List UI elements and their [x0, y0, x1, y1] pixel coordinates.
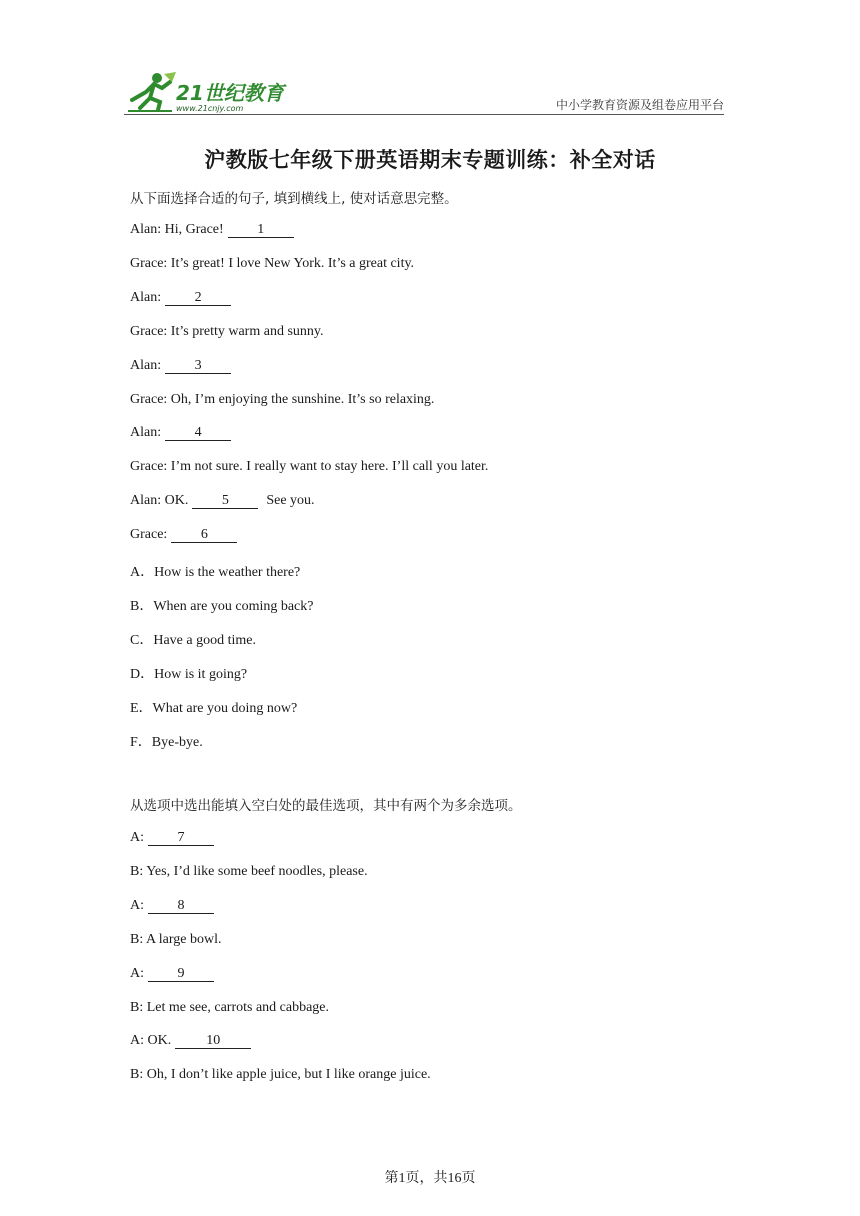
dialogue-line [130, 830, 214, 846]
dialogue-line [130, 898, 214, 914]
dialogue-text: Grace: [130, 527, 168, 543]
answer-blank: 5 [192, 493, 258, 509]
dialogue-text: B: Let me see, carrots and cabbage. [130, 999, 330, 1015]
dialogue-line [130, 1000, 329, 1016]
answer-blank: 7 [148, 830, 214, 846]
answer-blank: 8 [148, 898, 214, 914]
dialogue-text: B: Yes, I’d like some beef noodles, please. [130, 863, 368, 879]
dialogue-line [130, 459, 488, 475]
page-footer: 第1页，共16页 [384, 1171, 476, 1186]
dialogue-line [130, 1067, 431, 1083]
option-item [130, 697, 297, 717]
platform-name: 中小学教育资源及组卷应用平台 [555, 98, 724, 112]
option-text: A．How is the weather there? [130, 565, 301, 580]
dialogue-text: A: OK. [130, 1033, 172, 1049]
dialogue-text: Grace: I’m not sure. I really want to stay here. I’ll call you later. [130, 459, 489, 475]
dialogue-text: A: [130, 897, 144, 913]
option-item [130, 561, 300, 581]
dialogue-line [130, 493, 315, 509]
answer-blank: 10 [175, 1033, 251, 1049]
dialogue-text: Alan: OK. [130, 493, 189, 509]
dialogue-line [130, 864, 368, 880]
answer-blank: 9 [148, 966, 214, 982]
option-text: D．How is it going? [130, 666, 248, 682]
dialogue-text: Grace: It’s great! I love New York. It’s a great city. [130, 255, 415, 271]
instruction-text: 从选项中选出能填入空白处的最佳选项，其中有两个为多余选项。 [130, 798, 522, 814]
answer-blank: 1 [228, 222, 294, 238]
section2-instruction [130, 794, 522, 814]
dialogue-text: B: Oh, I don’t like apple juice, but I like orange juice. [130, 1067, 431, 1083]
dialogue-line [130, 1033, 251, 1049]
dialogue-line [130, 222, 294, 238]
logo [124, 70, 304, 114]
answer-blank: 4 [165, 425, 231, 441]
option-item [130, 663, 247, 683]
dialogue-text: Grace: Oh, I’m enjoying the sunshine. It’s so relaxing. [130, 391, 435, 407]
dialogue-text: Alan: [130, 357, 162, 373]
answer-blank: 2 [165, 290, 231, 306]
answer-blank: 6 [171, 527, 237, 543]
runner-icon [132, 72, 176, 110]
page-title: 沪教版七年级下册英语期末专题训练：补全对话 [204, 148, 656, 172]
dialogue-text: A: [130, 965, 144, 981]
answer-blank: 3 [165, 358, 231, 374]
dialogue-line [130, 527, 237, 543]
dialogue-line [130, 358, 231, 374]
dialogue-line [130, 392, 434, 408]
dialogue-text: Alan: Hi, Grace! [130, 222, 224, 237]
dialogue-line [130, 966, 214, 982]
dialogue-text: Alan: [130, 425, 162, 441]
header-divider [124, 114, 724, 115]
option-text: B．When are you coming back? [130, 598, 314, 614]
dialogue-text: Alan: [130, 289, 162, 305]
instruction-text: 从下面选择合适的句子, 填到横线上, 使对话意思完整。 [130, 191, 458, 207]
dialogue-text: B: A large bowl. [130, 931, 222, 947]
option-text: F．Bye-bye. [130, 734, 203, 750]
option-item [130, 629, 256, 649]
dialogue-text: Grace: It’s pretty warm and sunny. [130, 323, 324, 339]
section1-instruction [130, 187, 458, 207]
dialogue-line [130, 256, 414, 272]
dialogue-line [130, 425, 231, 441]
dialogue-line [130, 324, 323, 340]
option-item [130, 731, 203, 751]
logo-url: www.21cnjy.com [176, 104, 244, 113]
dialogue-text: A: [130, 830, 144, 845]
page-header [124, 66, 724, 116]
option-item [130, 595, 314, 615]
dialogue-line [130, 932, 222, 948]
option-text: C．Have a good time. [130, 632, 256, 648]
dialogue-line [130, 290, 231, 306]
logo-text: 21世纪教育 [176, 81, 284, 105]
option-text: E．What are you doing now? [130, 700, 298, 716]
dialogue-text: See you. [266, 493, 315, 509]
